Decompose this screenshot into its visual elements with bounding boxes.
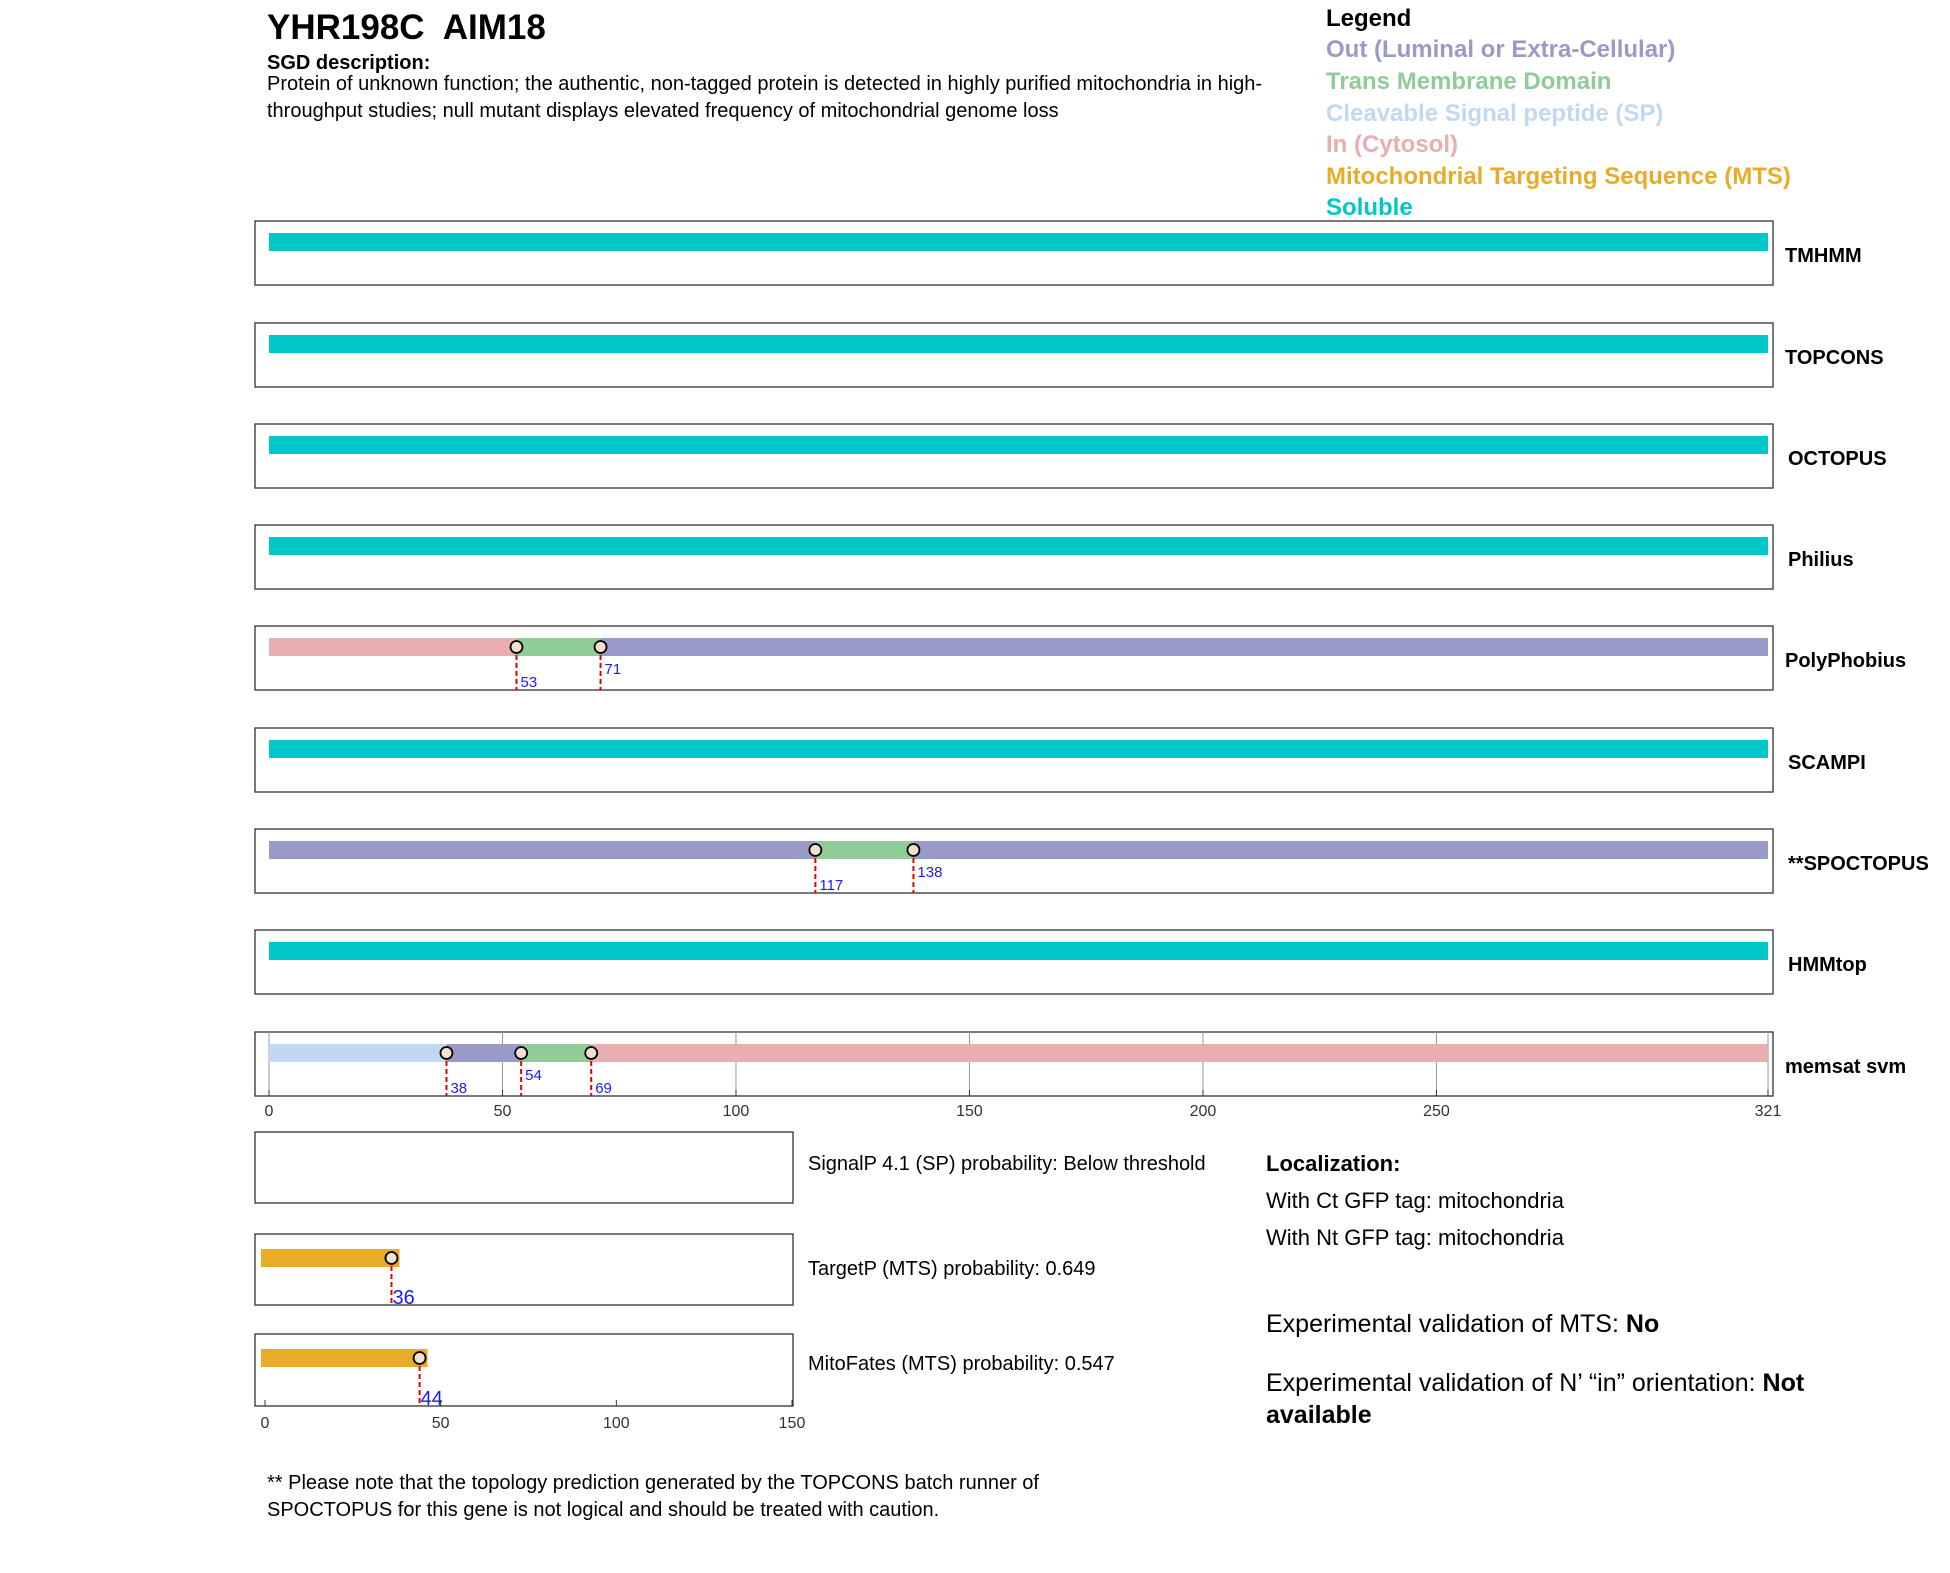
boundary-marker	[595, 641, 607, 653]
mts-position-label: 36	[392, 1287, 415, 1309]
targetp-label: TargetP (MTS) probability: 0.649	[808, 1258, 1096, 1280]
validation-nin	[1266, 1367, 1866, 1431]
predictor-label: PolyPhobius	[1785, 650, 1907, 672]
panel-scampi	[255, 728, 1866, 792]
signalp-label: SignalP 4.1 (SP) probability: Below threshold	[808, 1153, 1206, 1175]
panel-spoctopus	[255, 829, 1929, 894]
panel-philius	[255, 525, 1854, 589]
panel-frame	[255, 829, 1773, 893]
panel-polyphobius	[255, 626, 1906, 691]
boundary-marker	[907, 844, 919, 856]
validation-nin-value: Not available	[1266, 1369, 1805, 1429]
predictor-label: Philius	[1788, 549, 1854, 571]
localization-heading: Localization:	[1266, 1151, 1401, 1176]
panel-frame	[255, 728, 1773, 792]
mts-x-tick-label: 0	[260, 1415, 270, 1432]
predictor-label: TOPCONS	[1785, 347, 1884, 369]
boundary-position-label: 71	[604, 661, 622, 678]
boundary-position-label: 38	[450, 1080, 468, 1097]
page-title: YHR198C AIM18	[267, 8, 546, 47]
panel-frame	[255, 1032, 1773, 1096]
mitofates-label: MitoFates (MTS) probability: 0.547	[808, 1353, 1115, 1375]
caution-note: ** Please note that the topology prediction generated by the TOPCONS batch runner of SPOCTOPUS for this gene is not logical and should be treated with caution.	[267, 1472, 1039, 1521]
validation-mts-value: No	[1625, 1310, 1660, 1338]
predictor-label: HMMtop	[1788, 954, 1867, 976]
legend-title: Legend	[1326, 5, 1412, 32]
boundary-position-label: 117	[819, 877, 844, 894]
boundary-marker	[809, 844, 821, 856]
boundary-marker	[515, 1047, 527, 1059]
boundary-marker	[585, 1047, 597, 1059]
mts-position-label: 44	[420, 1388, 443, 1410]
legend-item-mts: Mitochondrial Targeting Sequence (MTS)	[1326, 163, 1791, 190]
x-tick-label: 250	[1423, 1103, 1450, 1120]
panel-frame	[255, 424, 1773, 488]
x-tick-label: 50	[493, 1103, 512, 1120]
mts-x-tick-label: 150	[778, 1415, 806, 1432]
probability-frame	[255, 1234, 793, 1305]
probability-panel-2	[255, 1334, 793, 1410]
localization-ct: With Ct GFP tag: mitochondria	[1266, 1188, 1564, 1213]
predictor-label: OCTOPUS	[1788, 448, 1887, 470]
boundary-position-label: 138	[917, 864, 943, 881]
validation-nin-label: Experimental validation of N’ “in” orientation:	[1266, 1369, 1763, 1397]
probability-frame	[255, 1334, 793, 1406]
x-tick-label: 0	[264, 1103, 274, 1120]
description-heading: SGD description:	[267, 52, 431, 74]
panel-frame	[255, 930, 1773, 994]
x-tick-label: 321	[1754, 1103, 1782, 1120]
boundary-position-label: 53	[520, 674, 538, 691]
panel-memsat	[255, 1032, 1906, 1097]
panel-frame	[255, 323, 1773, 387]
boundary-marker	[510, 641, 522, 653]
panel-topcons	[255, 323, 1884, 387]
panel-octopus	[255, 424, 1887, 488]
legend-item-tm: Trans Membrane Domain	[1326, 68, 1612, 95]
mts-x-tick-label: 100	[602, 1415, 630, 1432]
legend-item-in: In (Cytosol)	[1326, 131, 1458, 158]
description-text: Protein of unknown function; the authentic, non-tagged protein is detected in highly purified mitochondria in high-throughput studies; null mutant displays elevated frequency of mitochondrial genome loss	[267, 73, 1263, 122]
legend-item-out: Out (Luminal or Extra-Cellular)	[1326, 36, 1676, 63]
boundary-marker	[440, 1047, 452, 1059]
mts-cleavage-marker	[414, 1352, 426, 1364]
panel-frame	[255, 626, 1773, 690]
x-tick-label: 200	[1189, 1103, 1217, 1120]
predictor-label: memsat svm	[1785, 1056, 1907, 1078]
panel-frame	[255, 221, 1773, 285]
panel-frame	[255, 525, 1773, 589]
boundary-position-label: 69	[595, 1080, 612, 1097]
localization-nt: With Nt GFP tag: mitochondria	[1266, 1225, 1564, 1250]
panel-tmhmm	[255, 221, 1862, 285]
x-tick-label: 100	[722, 1103, 750, 1120]
panel-hmmtop	[255, 930, 1867, 994]
probability-panel-0	[255, 1132, 793, 1203]
mts-x-tick-label: 50	[431, 1415, 450, 1432]
predictor-label: SCAMPI	[1788, 752, 1866, 774]
probability-frame	[255, 1132, 793, 1203]
mts-cleavage-marker	[385, 1252, 397, 1264]
predictor-label: **SPOCTOPUS	[1788, 853, 1929, 875]
predictor-label: TMHMM	[1785, 245, 1862, 267]
legend-item-soluble: Soluble	[1326, 194, 1413, 221]
probability-panel-1	[255, 1234, 793, 1309]
boundary-position-label: 54	[525, 1067, 542, 1084]
validation-mts-label: Experimental validation of MTS:	[1266, 1310, 1626, 1338]
x-tick-label: 150	[956, 1103, 983, 1120]
validation-mts	[1266, 1310, 1659, 1339]
legend-item-sp: Cleavable Signal peptide (SP)	[1326, 100, 1664, 127]
